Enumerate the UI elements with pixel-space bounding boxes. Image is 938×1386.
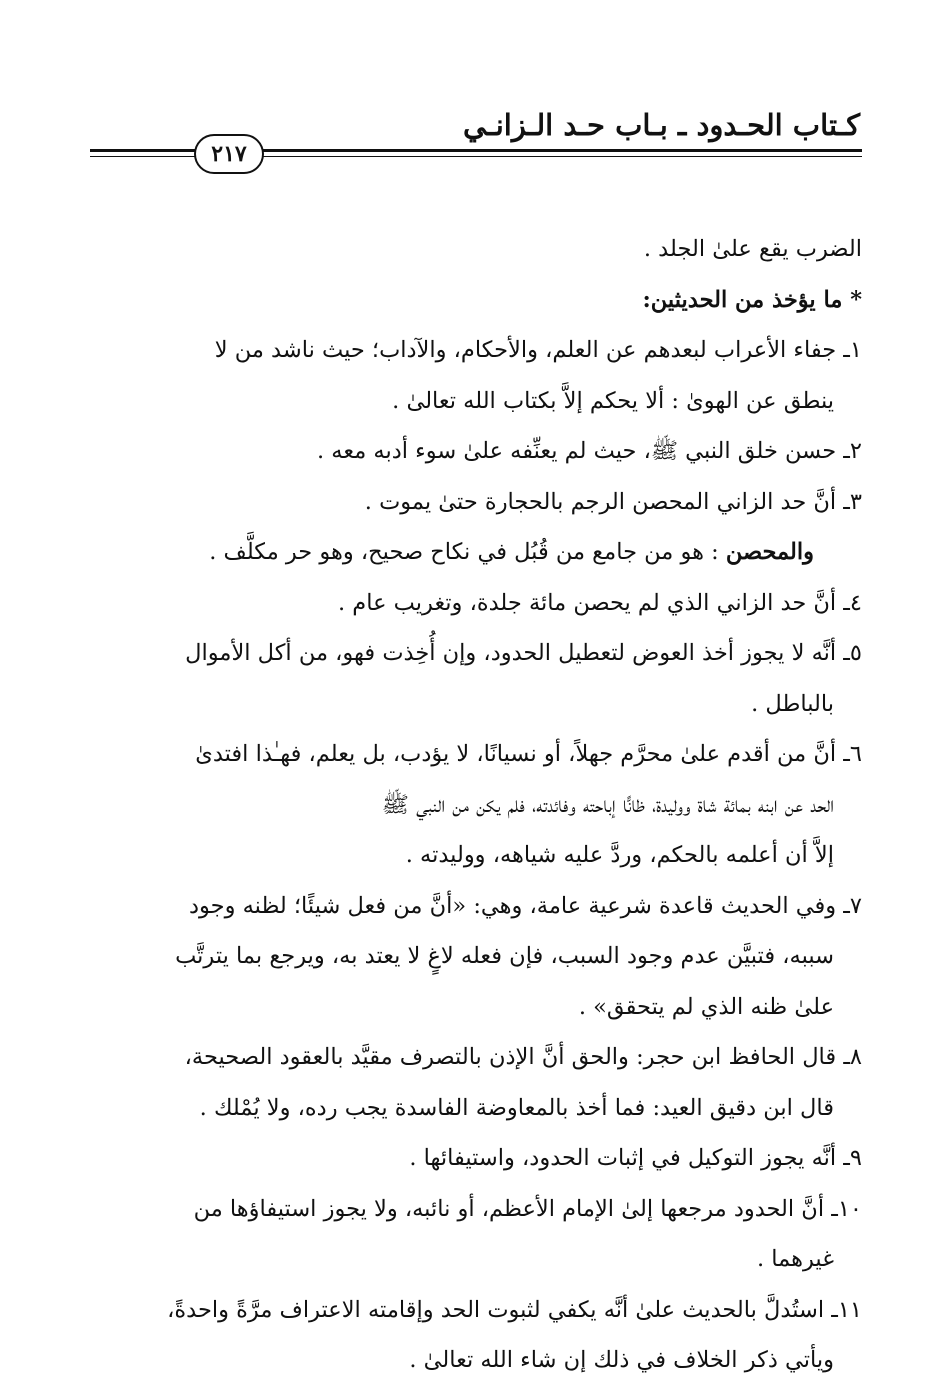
page-number: ٢١٧ [194, 134, 264, 174]
point-1-line-1: ١ـ جفاء الأعراب لبعدهم عن العلم، والأحكام، والآداب؛ حيث ناشد من لا [214, 337, 862, 363]
page-body [80, 224, 862, 1386]
point-7-line-2: سببه، فتبيَّن عدم وجود السبب، فإن فعله لاغٍ لا يعتد به، ويرجع بما يترتَّب [175, 943, 834, 969]
point-5-line-2: بالباطل . [751, 690, 834, 717]
point-6-line-1: ٦ـ أنَّ من أقدم علىٰ محرَّم جهلاً، أو نسيانًا، لا يؤدب، بل يعلم، فهـٰذا افتدىٰ [195, 741, 862, 767]
point-5-line-1: ٥ـ أنَّه لا يجوز أخذ العوض لتعطيل الحدود، وإن أُخِذت فهو، من أكل الأموال [185, 640, 862, 666]
point-7-line-3: علىٰ ظنه الذي لم يتحقق» . [578, 993, 834, 1020]
point-6-line-3: إلاَّ أن أعلمه بالحكم، وردَّ عليه شياهه، ووليدته . [405, 842, 834, 868]
point-8-line-2: قال ابن دقيق العيد: فما أخذ بالمعاوضة الفاسدة يجب رده، ولا يُمْلك . [199, 1094, 834, 1121]
point-3: ٣ـ أنَّ حد الزاني المحصن الرجم بالحجارة حتىٰ يموت . [364, 488, 862, 515]
point-2: ٢ـ حسن خلق النبي ﷺ، حيث لم يعنِّفه علىٰ سوء أدبه معه . [317, 438, 862, 464]
point-9: ٩ـ أنَّه يجوز التوكيل في إثبات الحدود، واستيفائها . [409, 1145, 862, 1171]
muhsan-term: والمحصن [725, 539, 814, 565]
point-11-line-2: ويأتي ذكر الخلاف في ذلك إن شاء الله تعالىٰ . [409, 1347, 834, 1373]
point-7-line-1: ٧ـ وفي الحديث قاعدة شرعية عامة، وهي: «أنَّ من فعل شيئًا؛ لظنه وجود [189, 892, 862, 919]
point-8-line-1: ٨ـ قال الحافظ ابن حجر: والحق أنَّ الإذن بالتصرف مقيَّد بالعقود الصحيحة، [184, 1044, 862, 1070]
point-10-line-2: غيرهما . [756, 1246, 834, 1272]
point-10-line-1: ١٠ـ أنَّ الحدود مرجعها إلىٰ الإمام الأعظم، أو نائبه، ولا يجوز استيفاؤها من [193, 1195, 862, 1222]
point-6-line-2: الحد عن ابنه بمائة شاة ووليدة، ظانًّا إباحته وفائدته، فلم يكن من النبي ﷺ [381, 791, 834, 818]
point-4: ٤ـ أنَّ حد الزاني الذي لم يحصن مائة جلدة، وتغريب عام . [338, 589, 862, 616]
muhsan-definition [80, 527, 862, 578]
point-1-line-2: ينطق عن الهوىٰ : ألا يحكم إلاَّ بكتاب الله تعالىٰ . [392, 387, 834, 414]
section-heading: * ما يؤخذ من الحديثين: [642, 286, 862, 313]
running-title: كـتاب الحـدود ـ بـاب حـد الـزانـي [463, 108, 860, 142]
point-11-line-1: ١١ـ استُدلَّ بالحديث علىٰ أنَّه يكفي لثبوت الحد وإقامته الاعتراف مرَّةً واحدةً، [167, 1296, 862, 1323]
muhsan-definition-text: : هو من جامع من قُبُل في نكاح صحيح، وهو حر مكلَّف . [209, 539, 719, 565]
intro-line: الضرب يقع علىٰ الجلد . [643, 236, 862, 262]
